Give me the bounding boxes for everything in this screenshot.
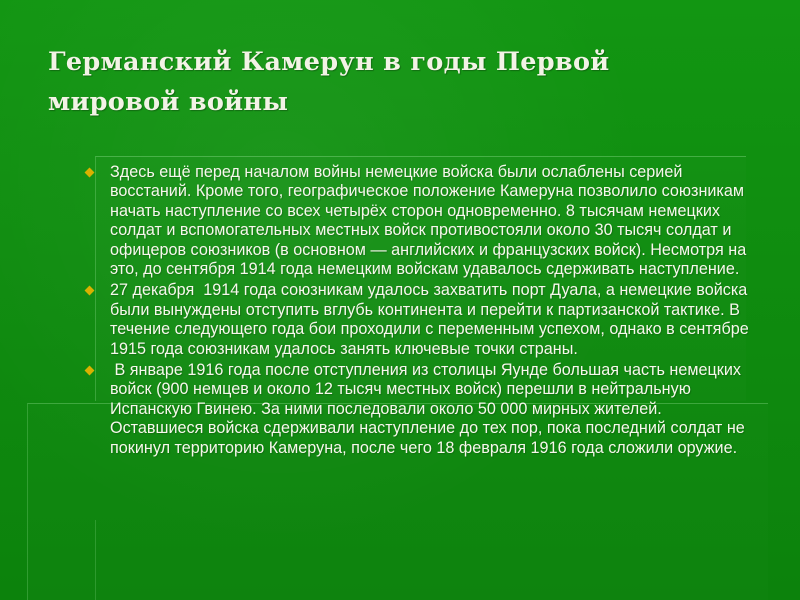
bullet-text: 27 декабря 1914 года союзникам удалось захватить порт Дуала, а немецкие войска были вынуждены отступить вглубь континента и перейти к партизанской тактике. В течение следующего года бои проходили с переменным успехом, однако в сентябре 1915 года союзникам удалось занять ключевые точки страны. [110,281,754,358]
bullet-list [86,163,756,460]
bullet-text: Здесь ещё перед началом войны немецкие войска были ослаблены серией восстаний. Кроме того, географическое положение Камеруна позволило союзникам начать наступление со всех четырёх сторон одновременно. 8 тысячам немецких солдат и вспомогательных местных войск противостояли около 30 тысяч солдат и офицеров союзников (в основном — английских и французских войск). Несмотря на это, до сентября 1914 года немецким войскам удавалось сдерживать наступление. [110,163,751,279]
bullet-text: В январе 1916 года после отступления из столицы Яунде большая часть немецких войск (900 немцев и около 12 тысяч местных войск) перешли в нейтральную Испанскую Гвинею. За ними последовали около 50 000 мирных жителей. Оставшиеся войска сдерживали наступление до тех пор, пока последний солдат не покинул территорию Камеруна, после чего 18 февраля 1916 года сложили оружие. [110,361,750,457]
slide-title: Германский Камерун в годы Первой мировой войны [48,47,610,117]
bullet-item [86,361,756,458]
bullet-item [86,281,756,359]
bullet-item [86,163,756,279]
decorative-panel-frame [95,520,116,600]
